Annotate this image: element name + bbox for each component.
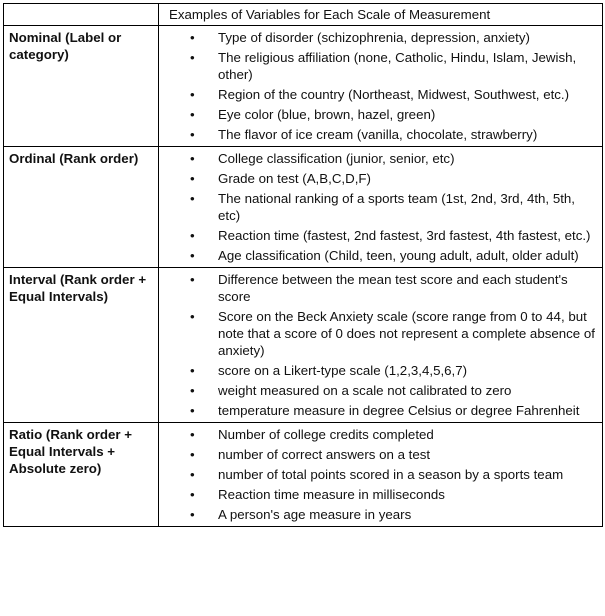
bullet-icon: • bbox=[190, 487, 195, 502]
example-text: Difference between the mean test score and each student's score bbox=[218, 272, 568, 304]
bullet-icon: • bbox=[190, 171, 195, 186]
list-item bbox=[190, 86, 597, 103]
list-item bbox=[190, 106, 597, 123]
example-text: temperature measure in degree Celsius or degree Fahrenheit bbox=[218, 403, 580, 418]
bullet-icon: • bbox=[190, 467, 195, 482]
bullet-icon: • bbox=[190, 87, 195, 102]
bullet-icon: • bbox=[190, 383, 195, 398]
bullet-icon: • bbox=[190, 507, 195, 522]
example-text: The religious affiliation (none, Catholic, Hindu, Islam, Jewish, other) bbox=[218, 50, 577, 82]
header-empty-cell bbox=[4, 4, 159, 26]
bullet-icon: • bbox=[190, 447, 195, 462]
bullet-icon: • bbox=[190, 403, 195, 418]
scale-label: Ratio (Rank order + Equal Intervals + Absolute zero) bbox=[4, 423, 159, 527]
list-item bbox=[190, 190, 597, 224]
list-item bbox=[190, 506, 597, 523]
bullet-icon: • bbox=[190, 248, 195, 263]
example-text: weight measured on a scale not calibrated to zero bbox=[218, 383, 512, 398]
scales-of-measurement-table bbox=[3, 3, 603, 527]
list-item bbox=[190, 402, 597, 419]
scale-label: Ordinal (Rank order) bbox=[4, 147, 159, 268]
table-row bbox=[4, 423, 603, 527]
list-item bbox=[190, 486, 597, 503]
example-text: Score on the Beck Anxiety scale (score range from 0 to 44, but note that a score of 0 does not represent a complete absence of anxiety) bbox=[218, 309, 595, 358]
example-text: Eye color (blue, brown, hazel, green) bbox=[218, 107, 436, 122]
example-text: Reaction time measure in milliseconds bbox=[218, 487, 445, 502]
list-item bbox=[190, 170, 597, 187]
examples-list bbox=[164, 29, 597, 143]
table-row bbox=[4, 26, 603, 147]
examples-cell bbox=[159, 423, 603, 527]
table-row bbox=[4, 147, 603, 268]
list-item bbox=[190, 446, 597, 463]
example-text: number of correct answers on a test bbox=[218, 447, 431, 462]
example-text: Age classification (Child, teen, young adult, adult, older adult) bbox=[218, 248, 579, 263]
examples-list bbox=[164, 271, 597, 419]
example-text: Grade on test (A,B,C,D,F) bbox=[218, 171, 371, 186]
example-text: Type of disorder (schizophrenia, depression, anxiety) bbox=[218, 30, 530, 45]
list-item bbox=[190, 49, 597, 83]
bullet-icon: • bbox=[190, 272, 195, 287]
example-text: number of total points scored in a season by a sports team bbox=[218, 467, 564, 482]
scale-label: Nominal (Label or category) bbox=[4, 26, 159, 147]
list-item bbox=[190, 227, 597, 244]
example-text: A person's age measure in years bbox=[218, 507, 412, 522]
bullet-icon: • bbox=[190, 309, 195, 324]
examples-list bbox=[164, 150, 597, 264]
table-row bbox=[4, 268, 603, 423]
bullet-icon: • bbox=[190, 427, 195, 442]
bullet-icon: • bbox=[190, 151, 195, 166]
bullet-icon: • bbox=[190, 191, 195, 206]
list-item bbox=[190, 382, 597, 399]
example-text: Region of the country (Northeast, Midwest, Southwest, etc.) bbox=[218, 87, 570, 102]
bullet-icon: • bbox=[190, 107, 195, 122]
list-item bbox=[190, 362, 597, 379]
scale-label: Interval (Rank order + Equal Intervals) bbox=[4, 268, 159, 423]
bullet-icon: • bbox=[190, 363, 195, 378]
list-item bbox=[190, 466, 597, 483]
example-text: The flavor of ice cream (vanilla, chocolate, strawberry) bbox=[218, 127, 538, 142]
list-item bbox=[190, 247, 597, 264]
list-item bbox=[190, 150, 597, 167]
bullet-icon: • bbox=[190, 127, 195, 142]
list-item bbox=[190, 29, 597, 46]
example-text: College classification (junior, senior, etc) bbox=[218, 151, 455, 166]
example-text: The national ranking of a sports team (1st, 2nd, 3rd, 4th, 5th, etc) bbox=[218, 191, 576, 223]
example-text: score on a Likert-type scale (1,2,3,4,5,6,7) bbox=[218, 363, 468, 378]
list-item bbox=[190, 308, 597, 359]
bullet-icon: • bbox=[190, 30, 195, 45]
list-item bbox=[190, 426, 597, 443]
header-title: Examples of Variables for Each Scale of Measurement bbox=[159, 4, 603, 26]
list-item bbox=[190, 126, 597, 143]
bullet-icon: • bbox=[190, 228, 195, 243]
examples-cell bbox=[159, 147, 603, 268]
examples-cell bbox=[159, 26, 603, 147]
examples-list bbox=[164, 426, 597, 523]
header-row bbox=[4, 4, 603, 26]
example-text: Number of college credits completed bbox=[218, 427, 434, 442]
bullet-icon: • bbox=[190, 50, 195, 65]
examples-cell bbox=[159, 268, 603, 423]
list-item bbox=[190, 271, 597, 305]
example-text: Reaction time (fastest, 2nd fastest, 3rd fastest, 4th fastest, etc.) bbox=[218, 228, 591, 243]
